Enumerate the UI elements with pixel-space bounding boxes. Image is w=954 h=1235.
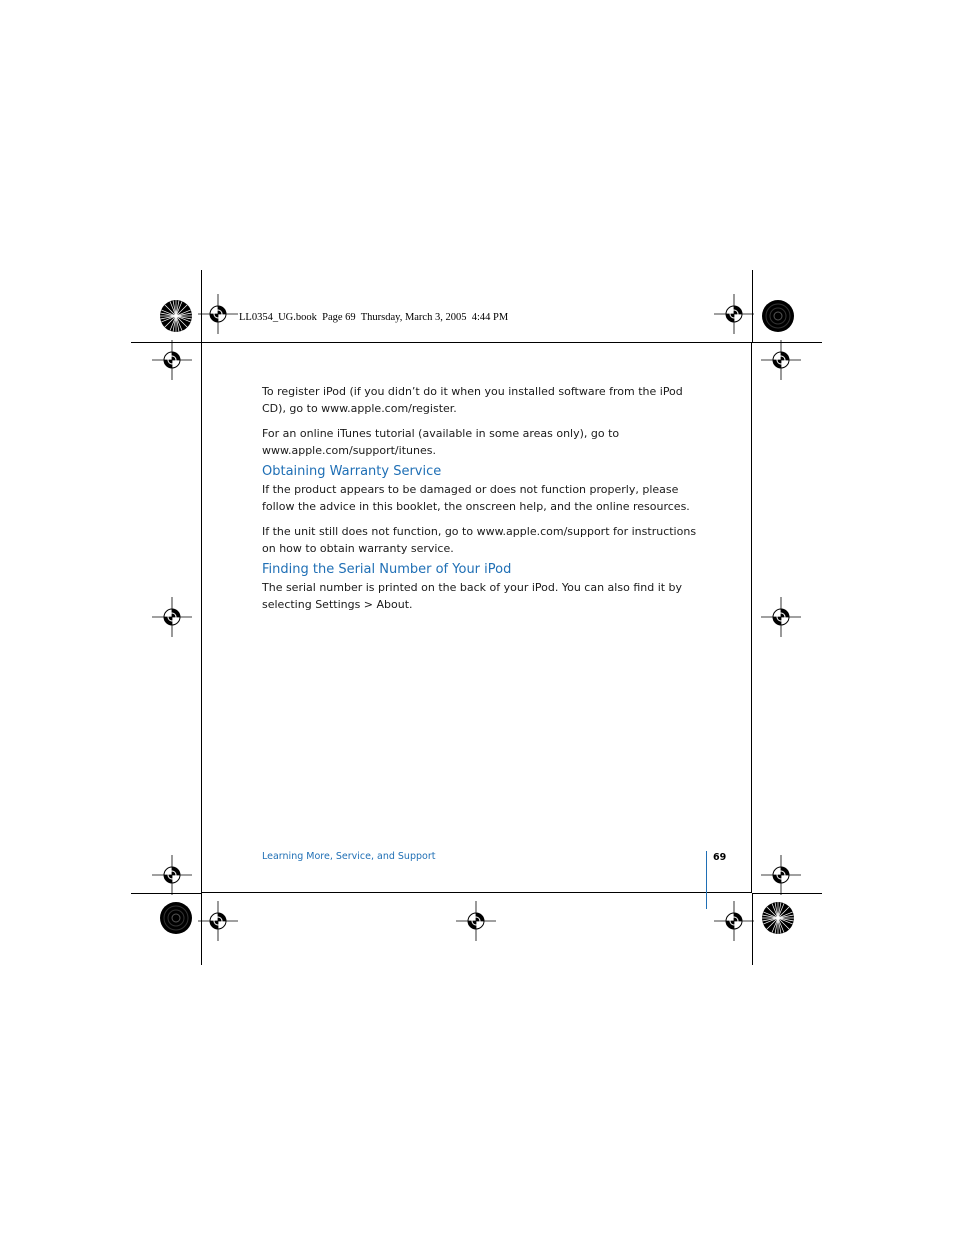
registration-mark-icon bbox=[456, 901, 496, 941]
page-content bbox=[262, 383, 707, 621]
registration-mark-icon bbox=[714, 294, 754, 334]
registration-mark-icon bbox=[152, 340, 192, 380]
heading-serial-number: Finding the Serial Number of Your iPod bbox=[262, 562, 512, 577]
paragraph-register: To register iPod (if you didn’t do it when you installed software from the iPod CD), go to www.apple.com/register. bbox=[262, 385, 683, 415]
star-target-icon bbox=[761, 901, 795, 935]
paragraph-serial-number: The serial number is printed on the back of your iPod. You can also find it by selecting Settings > About. bbox=[262, 581, 683, 611]
paragraph-warranty-1: If the product appears to be damaged or does not function properly, please follow the advice in this booklet, the onscreen help, and the online resources. bbox=[262, 483, 690, 513]
page-number: 69 bbox=[713, 852, 727, 863]
star-target-icon bbox=[761, 299, 795, 333]
registration-mark-icon bbox=[761, 597, 801, 637]
registration-mark-icon bbox=[714, 901, 754, 941]
paragraph-itunes-tutorial: For an online iTunes tutorial (available in some areas only), go to www.apple.com/support/itunes. bbox=[262, 427, 620, 457]
registration-mark-icon bbox=[198, 294, 238, 334]
star-target-icon bbox=[159, 901, 193, 935]
registration-mark-icon bbox=[761, 855, 801, 895]
registration-mark-icon bbox=[198, 901, 238, 941]
heading-warranty: Obtaining Warranty Service bbox=[262, 464, 442, 479]
registration-mark-icon bbox=[761, 340, 801, 380]
paragraph-warranty-2: If the unit still does not function, go to www.apple.com/support for instructions on how to obtain warranty service. bbox=[262, 525, 697, 555]
print-slug: LL0354_UG.book Page 69 Thursday, March 3, 2005 4:44 PM bbox=[239, 312, 509, 323]
registration-mark-icon bbox=[152, 855, 192, 895]
star-target-icon bbox=[159, 299, 193, 333]
footer-chapter-title: Learning More, Service, and Support bbox=[262, 851, 436, 862]
footer-divider bbox=[706, 851, 707, 909]
registration-mark-icon bbox=[152, 597, 192, 637]
